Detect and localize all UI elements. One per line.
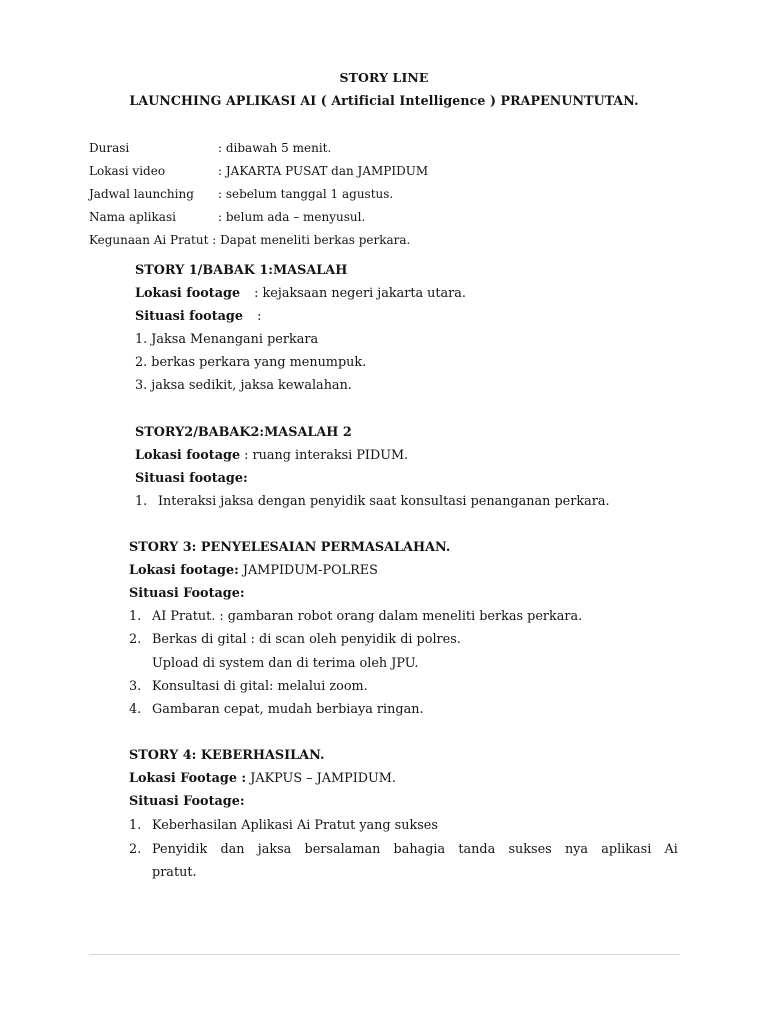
list-item: 2. berkas perkara yang menumpuk. — [135, 355, 367, 370]
story-2-location — [135, 448, 408, 463]
list-number: 1. — [129, 609, 142, 624]
story-1-location — [135, 286, 466, 301]
meta-line: Kegunaan Ai Pratut : Dapat meneliti berkas perkara. — [89, 233, 411, 247]
list-item-text: Berkas di gital : di scan oleh penyidik di polres. — [152, 632, 461, 647]
word: bersalaman — [304, 842, 381, 857]
location-label: Lokasi footage: — [129, 563, 239, 578]
list-item-continuation: pratut. — [152, 865, 197, 880]
footer-divider — [89, 954, 680, 955]
word: aplikasi — [601, 842, 652, 857]
location-value: JAKPUS – JAMPIDUM. — [250, 771, 396, 786]
list-item-text: Keberhasilan Aplikasi Ai Pratut yang sukses — [152, 818, 438, 833]
location-label: Lokasi footage — [135, 448, 241, 463]
list-number: 2. — [129, 632, 142, 647]
document-subtitle: LAUNCHING APLIKASI AI ( Artificial Intelligence ) PRAPENUNTUTAN. — [129, 93, 639, 108]
story-2-heading: STORY2/BABAK2:MASALAH 2 — [135, 425, 352, 440]
list-item-continuation: Upload di system dan di terima oleh JPU. — [152, 656, 419, 671]
list-number: 3. — [129, 679, 142, 694]
list-item: 1. Jaksa Menangani perkara — [135, 332, 319, 347]
list-number: 1. — [135, 494, 148, 509]
document-title: STORY LINE — [339, 70, 429, 85]
word: bahagia — [393, 842, 446, 857]
list-item: 3. jaksa sedikit, jaksa kewalahan. — [135, 378, 352, 393]
meta-value: : JAKARTA PUSAT dan JAMPIDUM — [218, 164, 429, 178]
meta-label: Lokasi video — [89, 164, 166, 178]
list-item-text: Konsultasi di gital: melalui zoom. — [152, 679, 368, 694]
story-3-situation-label: Situasi Footage: — [129, 586, 245, 601]
list-item — [135, 494, 147, 509]
location-value: : kejaksaan negeri jakarta utara. — [254, 286, 466, 301]
list-number: 2. — [129, 842, 142, 857]
location-value: : ruang interaksi PIDUM. — [244, 448, 409, 463]
word: jaksa — [257, 842, 292, 857]
story-2-situation-label: Situasi footage: — [135, 471, 248, 486]
meta-label: Durasi — [89, 141, 130, 155]
meta-value: : dibawah 5 menit. — [218, 141, 332, 155]
word: Ai — [664, 842, 678, 857]
word: nya — [564, 842, 589, 857]
list-item-text: Interaksi jaksa dengan penyidik saat konsultasi penanganan perkara. — [158, 494, 610, 509]
meta-value: : belum ada – menyusul. — [218, 210, 366, 224]
list-item-text: Gambaran cepat, mudah berbiaya ringan. — [152, 702, 424, 717]
story-3-location — [129, 563, 378, 578]
story-4-situation-label: Situasi Footage: — [129, 794, 245, 809]
list-number: 4. — [129, 702, 142, 717]
location-value: JAMPIDUM-POLRES — [242, 563, 378, 578]
situation-colon: : — [257, 309, 262, 324]
word: tanda — [458, 842, 496, 857]
list-item-text-justified — [152, 842, 678, 857]
meta-value: : sebelum tanggal 1 agustus. — [218, 187, 394, 201]
location-label: Lokasi footage — [135, 286, 241, 301]
meta-label: Nama aplikasi — [89, 210, 176, 224]
list-item-text: AI Pratut. : gambaran robot orang dalam meneliti berkas perkara. — [152, 609, 583, 624]
meta-label: Jadwal launching — [89, 187, 194, 201]
word: dan — [220, 842, 245, 857]
situation-label: Situasi footage — [135, 309, 243, 324]
story-3-heading: STORY 3: PENYELESAIAN PERMASALAHAN. — [129, 540, 451, 555]
word: sukses — [508, 842, 552, 857]
story-4-heading: STORY 4: KEBERHASILAN. — [129, 748, 325, 763]
story-1-heading: STORY 1/BABAK 1:MASALAH — [135, 263, 348, 278]
list-number: 1. — [129, 818, 142, 833]
word: Penyidik — [152, 842, 208, 857]
story-1-situation — [135, 309, 261, 324]
story-4-location — [129, 771, 396, 786]
location-label: Lokasi Footage : — [129, 771, 247, 786]
